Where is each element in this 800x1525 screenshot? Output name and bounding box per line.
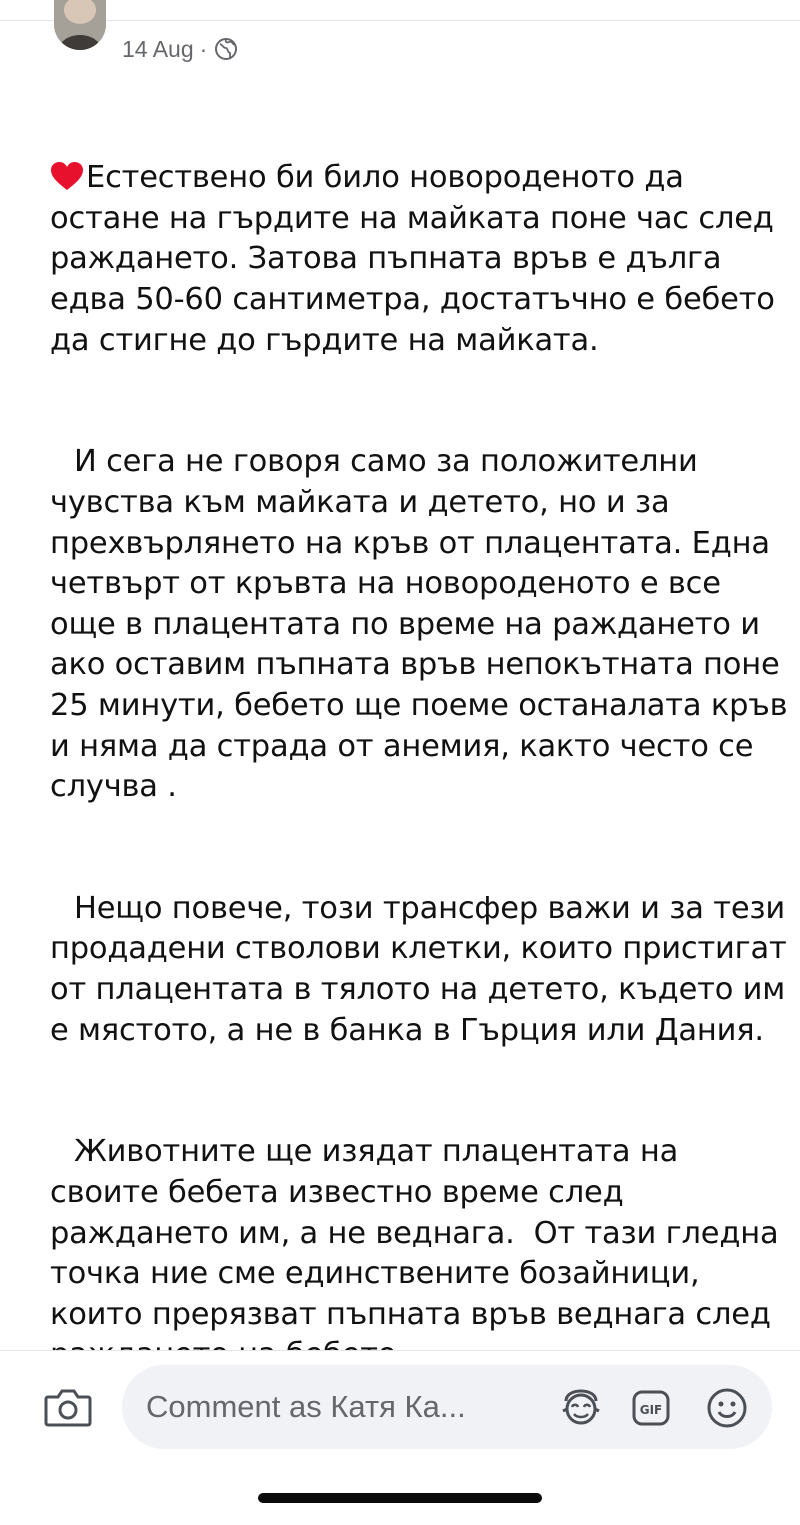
author-avatar[interactable] bbox=[54, 0, 106, 50]
post-paragraph: Животните ще изядат плацентата на своите бебета известно време след раждането им, а не веднага. От тази гледна точка ние сме единствените бозайници, които прерязват пъпната връв веднага след bbox=[50, 1134, 779, 1332]
post-paragraph: И сега не говоря само за положителни чувства към майката и детето, но и за прехвърлянето на кръв от плацентата. Една четвърт от кръвта на новороденото е все още в плацентата по време на раждането и ако оставим пъпната връв непокътната поне 25 минути, бебето ще поеме останалата кръв и няма да страда от анемия, както често се случва . bbox=[50, 444, 797, 805]
top-divider bbox=[0, 20, 800, 21]
gif-icon[interactable] bbox=[631, 1389, 671, 1427]
gif-label: GIF bbox=[639, 1403, 663, 1417]
meta-separator: · bbox=[199, 35, 208, 62]
post-paragraph: Естествено би било новороденото да остане на гърдите на майката поне час след раждането. Затова пъпната връв е дълга едва 50-60 сантиметра, достатъчно е бебето да стигне до гърдите на майката. bbox=[50, 160, 785, 358]
emoji-icon[interactable] bbox=[706, 1387, 748, 1429]
home-indicator[interactable] bbox=[258, 1493, 542, 1503]
globe-icon[interactable] bbox=[214, 37, 238, 61]
comment-placeholder: Comment as Катя Ка... bbox=[146, 1389, 466, 1424]
post-meta bbox=[122, 34, 238, 64]
post-text bbox=[50, 77, 797, 1525]
camera-icon[interactable] bbox=[44, 1387, 92, 1427]
red-heart-icon bbox=[50, 161, 84, 191]
comment-input[interactable] bbox=[122, 1365, 772, 1449]
post-paragraph: Нещо повече, този трансфер важи и за тези продадени стволови клетки, които пристигат от плацентата в тялото на детето, където им е мястото, а не в банка в Гърция или Дания. bbox=[50, 890, 797, 1048]
post-date[interactable]: 14 Aug bbox=[122, 35, 194, 62]
avatar-sticker-icon[interactable] bbox=[560, 1387, 602, 1429]
